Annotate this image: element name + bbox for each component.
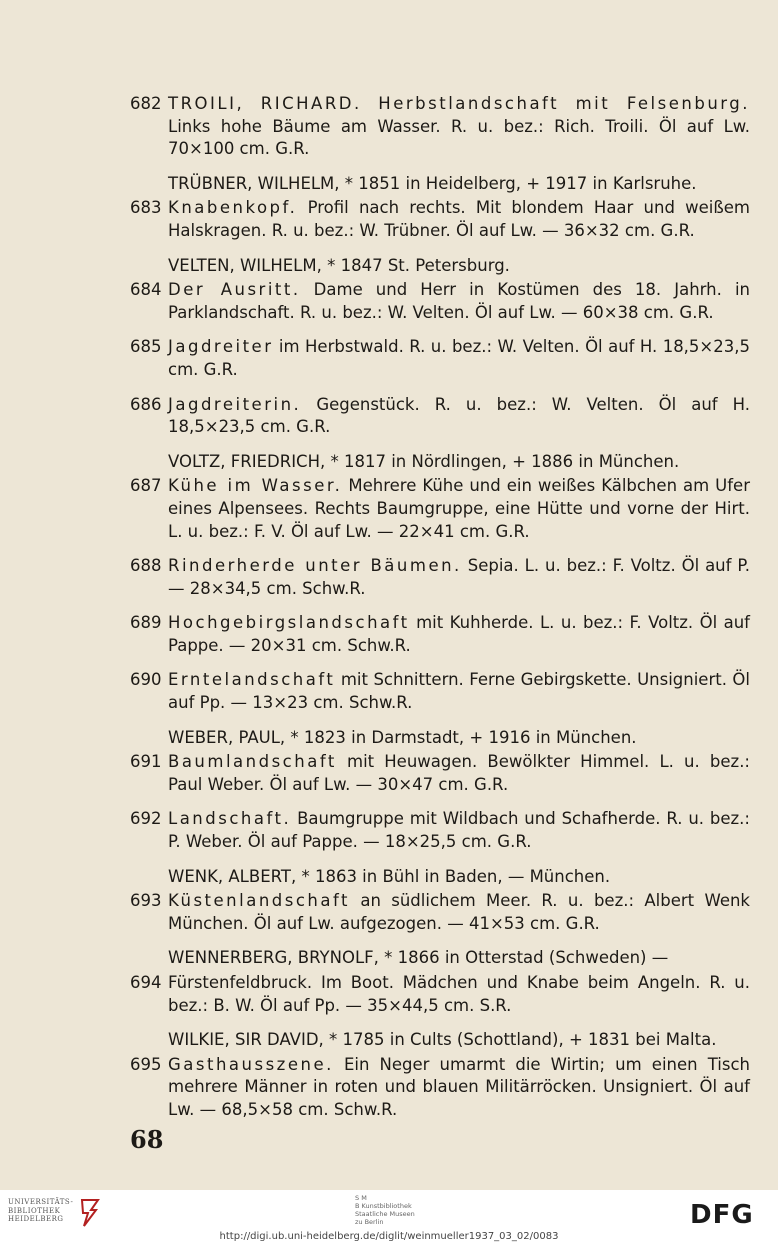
- dfg-logo[interactable]: DFG: [690, 1200, 754, 1230]
- artwork-title: Kühe im Wasser.: [168, 476, 343, 496]
- kunstbibliothek-logo[interactable]: [355, 1194, 415, 1226]
- entry-description: [168, 972, 750, 1017]
- lot-number: 692: [130, 809, 162, 829]
- library-emblem-icon: [79, 1198, 101, 1228]
- artist-heading: WEBER, PAUL, * 1823 in Darmstadt, + 1916 in München.: [168, 727, 637, 747]
- library-line: UNIVERSITÄTS-: [8, 1198, 74, 1206]
- artwork-title: Knabenkopf.: [168, 198, 298, 218]
- artist-heading: WENK, ALBERT, * 1863 in Bühl in Baden, — München.: [168, 866, 611, 886]
- entry-description: [168, 751, 750, 796]
- entry-description: [168, 93, 750, 161]
- artwork-title: Jagdreiterin.: [168, 394, 302, 414]
- artwork-details: im Herbstwald. R. u. bez.: W. Velten. Öl auf H. 18,5×23,5 cm. G.R.: [168, 337, 750, 379]
- artist-heading: VOLTZ, FRIEDRICH, * 1817 in Nördlingen, + 1886 in München.: [168, 451, 680, 471]
- kunstbib-line: B Kunstbibliothek: [355, 1202, 412, 1210]
- entry-description: [168, 669, 750, 714]
- catalog-entry: [130, 475, 750, 543]
- artwork-title: Jagdreiter: [168, 337, 274, 357]
- artwork-details: mit Kuhherde. L. u. bez.: F. Voltz. Öl auf Pappe. — 20×31 cm. Schw.R.: [168, 613, 750, 655]
- lot-number: 694: [130, 973, 162, 992]
- kunstbib-line: S M: [355, 1194, 367, 1202]
- catalog-entry: [130, 555, 750, 600]
- artwork-details: Mehrere Kühe und ein weißes Kälbchen am Ufer eines Alpensees. Rechts Baumgruppe, eine Hütte und vorne der Hirt. L. u. bez.: F. V. Öl auf Lw. — 22×41 cm. G.R.: [168, 476, 750, 541]
- lot-number: 691: [130, 752, 162, 772]
- lot-number: 685: [130, 337, 162, 357]
- entry-description: [168, 336, 750, 381]
- page-number: 68: [130, 1125, 164, 1154]
- artwork-title: Gasthausszene.: [168, 1054, 334, 1074]
- artist-heading: WENNERBERG, BRYNOLF, * 1866 in Otterstad (Schweden) —: [168, 948, 669, 968]
- artwork-details: Gegenstück. R. u. bez.: W. Velten. Öl auf H. 18,5×23,5 cm. G.R.: [168, 394, 750, 437]
- catalog-entry: [130, 890, 750, 935]
- artwork-title: Hochgebirgslandschaft: [168, 613, 410, 633]
- artwork-title: Baumlandschaft: [168, 752, 337, 772]
- library-line: HEIDELBERG: [8, 1215, 64, 1223]
- catalog-entry: [130, 336, 750, 381]
- entry-description: [168, 808, 750, 853]
- artwork-title: Erntelandschaft: [168, 670, 336, 690]
- catalog-entry: [130, 279, 750, 324]
- entry-description: [168, 1054, 750, 1122]
- entry-description: [168, 394, 750, 439]
- entry-description: [168, 197, 750, 242]
- artwork-details: mit Schnittern. Ferne Gebirgskette. Unsigniert. Öl auf Pp. — 13×23 cm. Schw.R.: [168, 670, 750, 713]
- lot-number: 690: [130, 670, 162, 690]
- lot-number: 684: [130, 280, 162, 300]
- artwork-title: Der Ausritt.: [168, 280, 301, 300]
- catalog-entry: [130, 1054, 750, 1122]
- lot-number: 688: [130, 556, 162, 576]
- entry-description: [168, 890, 750, 935]
- artwork-title: TROILI, RICHARD. Herbstlandschaft mit Felsenburg.: [168, 94, 750, 113]
- catalog-entry: [130, 669, 750, 714]
- artwork-details: mit Heuwagen. Bewölkter Himmel. L. u. bez.: Paul Weber. Öl auf Lw. — 30×47 cm. G.R.: [168, 752, 750, 794]
- artwork-details: Dame und Herr in Kostümen des 18. Jahrh. in Parklandschaft. R. u. bez.: W. Velten. Öl auf Lw. — 60×38 cm. G.R.: [168, 280, 750, 322]
- lot-number: 689: [130, 613, 162, 633]
- artwork-details: Baumgruppe mit Wildbach und Schafherde. R. u. bez.: P. Weber. Öl auf Pappe. — 18×25,5 cm. G.R.: [168, 809, 750, 852]
- entry-description: [168, 612, 750, 657]
- catalog-entry: [130, 808, 750, 853]
- lot-number: 687: [130, 476, 162, 496]
- catalog-text: [130, 93, 750, 1134]
- artwork-details: Ein Neger umarmt die Wirtin; um einen Tisch mehrere Männer in roten und blauen Militärröcken. Unsigniert. Öl auf Lw. — 68,5×58 cm. Schw.R.: [168, 1054, 750, 1119]
- artwork-title: Landschaft.: [168, 809, 292, 829]
- artwork-details: an südlichem Meer. R. u. bez.: Albert Wenk München. Öl auf Lw. aufgezogen. — 41×53 cm. G.R.: [168, 891, 750, 933]
- artist-heading: VELTEN, WILHELM, * 1847 St. Petersburg.: [168, 255, 510, 275]
- heidelberg-library-logo[interactable]: [8, 1198, 101, 1228]
- catalog-entry: [130, 93, 750, 161]
- artwork-details: Links hohe Bäume am Wasser. R. u. bez.: Rich. Troili. Öl auf Lw. 70×100 cm. G.R.: [168, 116, 750, 159]
- library-line: BIBLIOTHEK: [8, 1206, 61, 1215]
- entry-description: [168, 279, 750, 324]
- catalog-entry: [130, 394, 750, 439]
- artist-heading: WILKIE, SIR DAVID, * 1785 in Cults (Schottland), + 1831 bei Malta.: [168, 1030, 717, 1050]
- catalog-entry: [130, 612, 750, 657]
- permalink-url[interactable]: http://digi.ub.uni-heidelberg.de/diglit/weinmueller1937_03_02/0083: [219, 1231, 559, 1242]
- artwork-details: Fürstenfeldbruck. Im Boot. Mädchen und Knabe beim Angeln. R. u. bez.: B. W. Öl auf Pp. — 35×44,5 cm. S.R.: [168, 973, 750, 1015]
- lot-number: 693: [130, 891, 162, 911]
- artwork-title: Rinderherde unter Bäumen.: [168, 556, 462, 576]
- kunstbib-line: Staatliche Museen: [355, 1210, 415, 1218]
- catalog-entry: [130, 751, 750, 796]
- artwork-details: Sepia. L. u. bez.: F. Voltz. Öl auf P. — 28×34,5 cm. Schw.R.: [168, 556, 750, 598]
- kunstbib-line: zu Berlin: [355, 1218, 384, 1226]
- catalog-entry: [130, 972, 750, 1017]
- lot-number: 695: [130, 1054, 162, 1074]
- lot-number: 686: [130, 394, 162, 414]
- lot-number: 683: [130, 198, 162, 218]
- artist-heading: TRÜBNER, WILHELM, * 1851 in Heidelberg, + 1917 in Karlsruhe.: [168, 173, 697, 193]
- lot-number: 682: [130, 94, 162, 113]
- artwork-details: Profil nach rechts. Mit blondem Haar und weißem Halskragen. R. u. bez.: W. Trübner. Öl auf Lw. — 36×32 cm. G.R.: [168, 198, 750, 240]
- artwork-title: Küstenlandschaft: [168, 891, 350, 911]
- catalog-entry: [130, 197, 750, 242]
- entry-description: [168, 555, 750, 600]
- entry-description: [168, 475, 750, 543]
